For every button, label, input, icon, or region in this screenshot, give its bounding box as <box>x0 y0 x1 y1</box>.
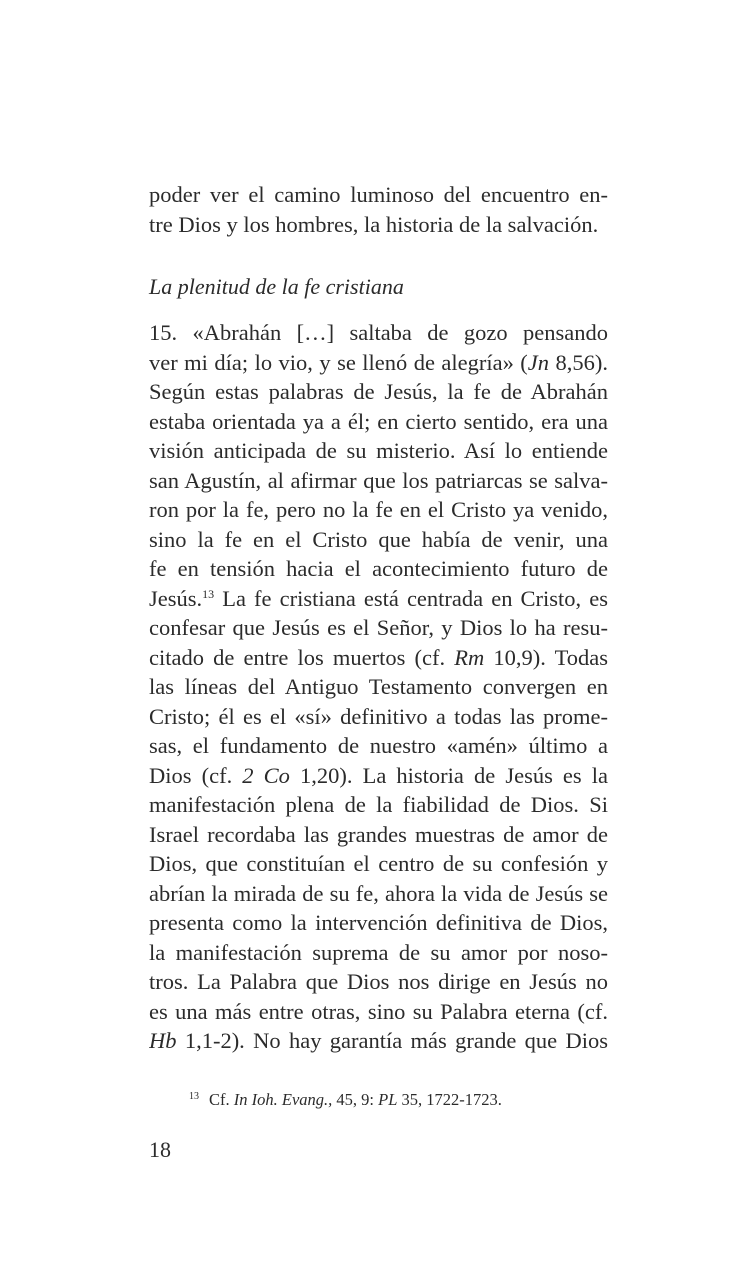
section-heading: La plenitud de la fe cristiana <box>149 274 404 299</box>
text-line <box>149 318 608 348</box>
text-line <box>149 820 608 850</box>
footnote <box>189 1085 502 1112</box>
footnote-text <box>209 1090 502 1109</box>
italic-citation: In Ioh. Evang., <box>233 1090 333 1109</box>
text-line <box>149 584 608 614</box>
italic-citation: PL <box>378 1090 398 1109</box>
footnote-mark: 13 <box>189 1091 199 1102</box>
footnote-reference: 13 <box>202 586 215 601</box>
text-line: poder ver el camino luminoso del encuentro en- <box>149 182 608 207</box>
text-line: tre Dios y los hombres, la historia de la salvación. <box>149 211 599 237</box>
text-line <box>149 731 608 761</box>
text-run: san Agustín, al afirmar que los patriarcas se salva- <box>149 467 608 493</box>
text-line <box>149 672 608 702</box>
text-line <box>149 643 608 673</box>
text-run: 15. «Abrahán […] saltaba de gozo pensando <box>149 320 608 345</box>
text-line <box>149 613 608 643</box>
text-line <box>149 436 608 466</box>
text-line <box>149 525 608 555</box>
italic-citation: Hb <box>149 1028 177 1053</box>
text-run: 10,9). Todas <box>484 644 608 670</box>
text-run: estaba orientada ya a él; en cierto sentido, era una <box>149 408 608 434</box>
text-run: Según estas palabras de Jesús, la fe de Abrahán <box>149 379 608 404</box>
text-run: visión anticipada de su misterio. Así lo entiende <box>149 438 608 463</box>
text-run: Cf. <box>209 1090 234 1109</box>
text-run: confesar que Jesús es el Señor, y Dios lo ha resu- <box>149 615 608 640</box>
text-run: 8,56). <box>549 349 608 375</box>
italic-citation: Rm <box>454 644 485 670</box>
text-run: sino la fe en el Cristo que había de venir, una <box>149 526 608 552</box>
text-line <box>149 790 608 820</box>
text-run: Jesús. <box>149 585 203 611</box>
text-line <box>149 997 608 1027</box>
text-line <box>149 407 608 437</box>
text-line <box>149 849 608 879</box>
text-line <box>149 554 608 584</box>
text-run: 35, 1722-1723. <box>397 1090 502 1109</box>
text-run: Israel recordaba las grandes muestras de amor de <box>149 821 608 847</box>
text-line <box>149 702 608 732</box>
text-run: la manifestación suprema de su amor por noso- <box>149 939 608 965</box>
text-line <box>149 967 608 997</box>
text-line <box>149 879 608 909</box>
text-run: las líneas del Antiguo Testamento convergen en <box>149 674 608 699</box>
text-line <box>149 348 608 378</box>
text-run: ron por la fe, pero no la fe en el Cristo ya venido, <box>149 497 608 522</box>
text-run: presenta como la intervención definitiva de Dios, <box>149 910 608 935</box>
text-run: Dios (cf. <box>149 762 243 788</box>
text-run: tros. La Palabra que Dios nos dirige en Jesús no <box>149 969 608 994</box>
text-run: ver mi día; lo vio, y se llenó de alegría» ( <box>149 349 528 375</box>
text-run: es una más entre otras, sino su Palabra eterna (cf. <box>149 998 608 1024</box>
text-run: manifestación plena de la fiabilidad de Dios. Si <box>149 792 608 817</box>
text-line <box>149 1026 608 1056</box>
text-run: 1,20). La historia de Jesús es la <box>289 762 608 788</box>
text-line <box>149 495 608 525</box>
italic-citation: Jn <box>527 349 550 375</box>
text-run: Dios, que constituían el centro de su confesión y <box>149 851 608 876</box>
text-line <box>149 377 608 407</box>
text-run: 45, 9: <box>332 1090 379 1109</box>
text-run: 1,1-2). No hay garantía más grande que Dios <box>176 1028 608 1053</box>
text-run: La fe cristiana está centrada en Cristo, es <box>214 585 608 611</box>
book-page <box>149 0 608 1280</box>
text-line <box>149 761 608 791</box>
text-run: fe en tensión hacia el acontecimiento futuro de <box>149 556 608 581</box>
text-line <box>149 938 608 968</box>
italic-citation: 2 Co <box>242 762 290 788</box>
text-run: sas, el fundamento de nuestro «amén» último a <box>149 733 608 758</box>
text-line <box>149 908 608 938</box>
page-number: 18 <box>149 1137 171 1162</box>
text-run: Cristo; él es el «sí» definitivo a todas las prome- <box>149 703 608 729</box>
text-line <box>149 466 608 496</box>
text-run: abrían la mirada de su fe, ahora la vida de Jesús se <box>149 880 608 906</box>
text-run: citado de entre los muertos (cf. <box>149 644 455 670</box>
